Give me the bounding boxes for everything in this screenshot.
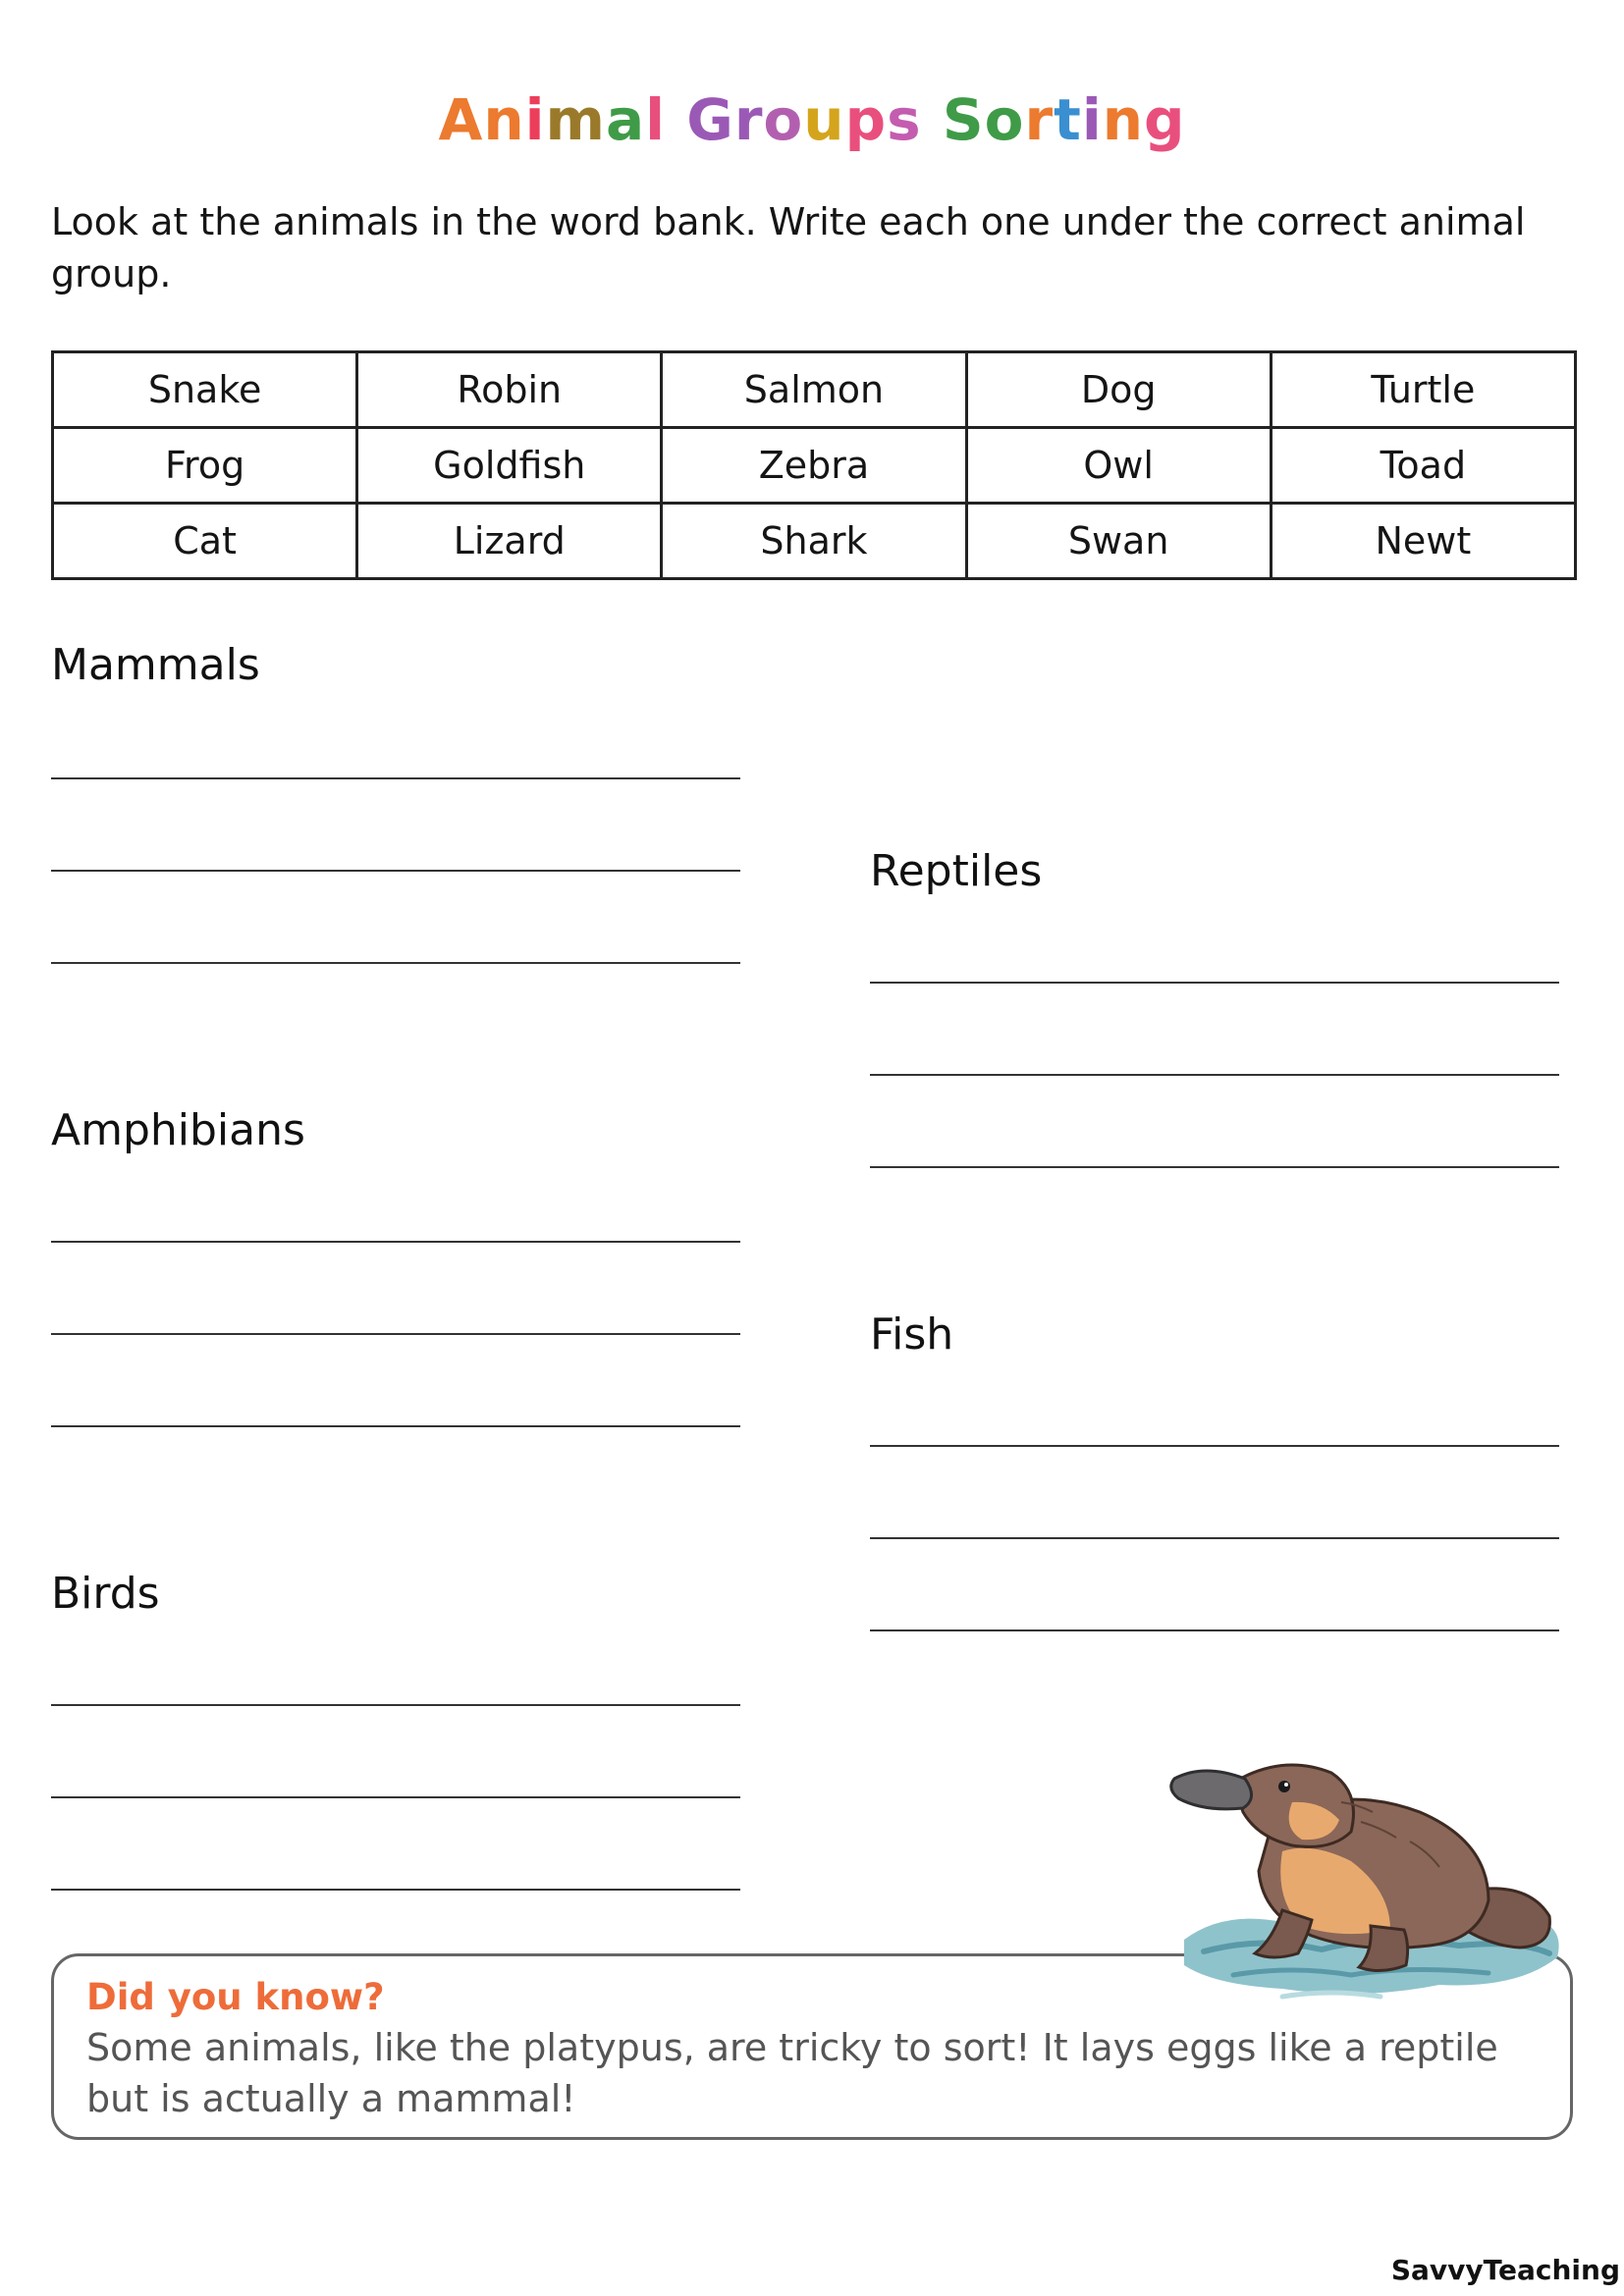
title-letter: o <box>763 86 804 153</box>
answer-line-reptiles-1[interactable] <box>870 982 1559 984</box>
answer-line-birds-1[interactable] <box>51 1704 740 1706</box>
heading-birds: Birds <box>51 1569 160 1619</box>
word-bank-cell: Salmon <box>662 352 966 428</box>
did-you-know-text: Some animals, like the platypus, are tricky to sort! It lays eggs like a reptile but is actually a mammal! <box>86 2026 1498 2120</box>
word-bank-cell: Goldfish <box>357 428 662 504</box>
word-bank-cell: Turtle <box>1271 352 1575 428</box>
title-letter: a <box>605 86 646 153</box>
word-bank-cell: Cat <box>53 504 357 579</box>
title-letter: n <box>1102 86 1145 153</box>
word-bank-cell: Frog <box>53 428 357 504</box>
word-bank-cell: Robin <box>357 352 662 428</box>
heading-mammals: Mammals <box>51 640 260 690</box>
title-letter: A <box>438 86 484 153</box>
title-letter: n <box>483 86 525 153</box>
title-letter: S <box>942 86 985 153</box>
title-letter <box>666 86 686 153</box>
title-letter: r <box>733 86 764 153</box>
answer-line-mammals-3[interactable] <box>51 962 740 964</box>
answer-line-amphibians-2[interactable] <box>51 1333 740 1335</box>
title-letter: o <box>984 86 1025 153</box>
title-letter <box>922 86 943 153</box>
word-bank-cell: Toad <box>1271 428 1575 504</box>
answer-line-reptiles-3[interactable] <box>870 1166 1559 1168</box>
answer-line-amphibians-3[interactable] <box>51 1425 740 1427</box>
title-letter: l <box>645 86 666 153</box>
answer-line-amphibians-1[interactable] <box>51 1241 740 1243</box>
answer-line-mammals-1[interactable] <box>51 777 740 779</box>
title-letter: m <box>545 86 606 153</box>
heading-fish: Fish <box>870 1309 954 1360</box>
answer-line-fish-2[interactable] <box>870 1537 1559 1539</box>
title-letter: i <box>1081 86 1103 153</box>
answer-line-fish-1[interactable] <box>870 1445 1559 1447</box>
brand-label: SavvyTeaching <box>1390 2254 1620 2286</box>
word-bank-cell: Lizard <box>357 504 662 579</box>
word-bank-table <box>51 350 1577 580</box>
title-letter: p <box>844 86 888 153</box>
title-letter: G <box>686 86 734 153</box>
title-letter: i <box>524 86 546 153</box>
word-bank-cell: Owl <box>966 428 1271 504</box>
word-bank-cell: Snake <box>53 352 357 428</box>
heading-reptiles: Reptiles <box>870 846 1043 896</box>
word-bank-cell: Shark <box>662 504 966 579</box>
did-you-know-heading: Did you know? <box>86 1976 385 2018</box>
word-bank-cell: Newt <box>1271 504 1575 579</box>
title-letter: t <box>1054 86 1082 153</box>
platypus-illustration <box>1164 1743 1577 2018</box>
word-bank-cell: Dog <box>966 352 1271 428</box>
word-bank-cell: Zebra <box>662 428 966 504</box>
answer-line-birds-2[interactable] <box>51 1796 740 1798</box>
answer-line-birds-3[interactable] <box>51 1889 740 1891</box>
title-letter: u <box>803 86 845 153</box>
title-letter: g <box>1144 86 1186 153</box>
heading-amphibians: Amphibians <box>51 1105 305 1155</box>
title-letter: s <box>887 86 922 153</box>
word-bank-row <box>53 352 1576 428</box>
word-bank-row <box>53 504 1576 579</box>
title-letter: r <box>1024 86 1055 153</box>
answer-line-reptiles-2[interactable] <box>870 1074 1559 1076</box>
answer-line-mammals-2[interactable] <box>51 870 740 872</box>
page-title <box>0 86 1624 153</box>
answer-line-fish-3[interactable] <box>870 1629 1559 1631</box>
word-bank-cell: Swan <box>966 504 1271 579</box>
word-bank-row <box>53 428 1576 504</box>
instructions: Look at the animals in the word bank. Write each one under the correct animal group. <box>51 200 1526 295</box>
